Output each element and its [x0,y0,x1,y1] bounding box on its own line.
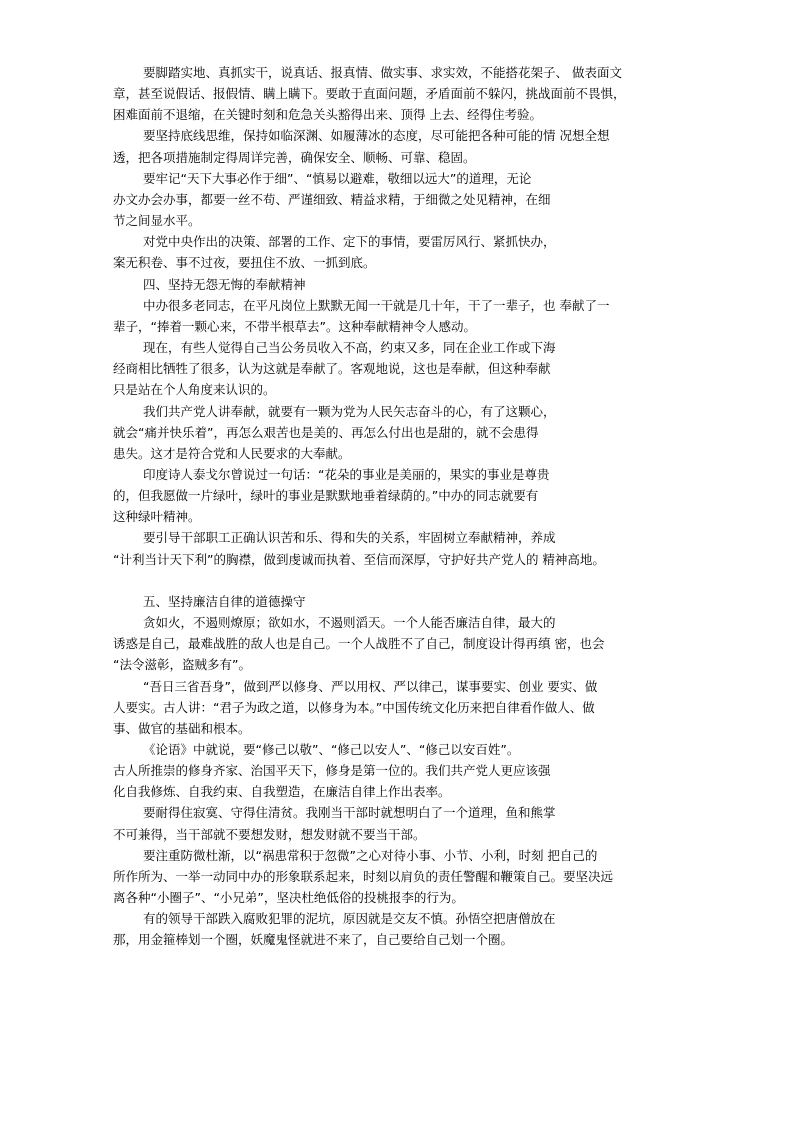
text-line: 印度诗人泰戈尔曾说过一句话：“花朵的事业是美丽的，果实的事业是尊贵 [143,466,550,482]
text-line: 案无积卷、事不过夜，要扭住不放、一抓到底。 [113,255,376,271]
text-line: 古人所推崇的修身齐家、治国平天下，修身是第一位的。我们共产党人更应该强 [113,763,551,779]
text-line: 患失。这才是符合党和人民要求的大奉献。 [113,445,351,461]
text-line [113,570,713,591]
document-page [113,62,713,951]
text-line: 就会“痛并快乐着”，再怎么艰苦也是美的、再怎么付出也是甜的，就不会患得 [113,424,539,440]
section-heading: 五、坚持廉洁自律的道德操守 [143,593,306,609]
text-line: 办文办会办事，都要一丝不苟、严谨细致、精益求精，于细微之处见精神，在细 [113,191,551,207]
text-line: 要引导干部职工正确认识苦和乐、得和失的关系，牢固树立奉献精神，养成 [143,530,556,546]
text-line: 中办很多老同志，在平凡岗位上默默无闻一干就是几十年，干了一辈子，也 奉献了一 [143,297,610,313]
text-line: 所作所为、一举一动同中办的形象联系起来，时刻以肩负的责任警醒和鞭策自己。要坚决远 [113,868,614,884]
text-line: 那，用金箍棒划一个圈，妖魔鬼怪就进不来了，自己要给自己划一个圈。 [113,932,514,948]
text-line: 章，甚至说假话、报假情、瞒上瞒下。要敢于直面问题，矛盾面前不躲闪，挑战面前不畏惧， [113,86,626,102]
text-line: “吾日三省吾身”，做到严以修身、严以用权、严以律己，谋事要实、创业 要实、做 [143,678,598,694]
text-line: 要脚踏实地、真抓实干，说真话、报真情、做实事、求实效，不能搭花架子、 做表面文 [143,65,622,80]
text-line: 贪如火，不遏则燎原；欲如水，不遏则滔天。一个人能否廉洁自律，最大的 [143,615,556,631]
text-line: 要耐得住寂寞、守得住清贫。我刚当干部时就想明白了一个道理，鱼和熊掌 [143,805,556,821]
text-line: 《论语》中就说，要“修己以敬”、“修己以安人”、“修己以安百姓”。 [143,742,520,757]
text-line: 事、做官的基础和根本。 [113,720,251,736]
text-line: 辈子，“捧着一颗心来，不带半根草去”。这种奉献精神令人感动。 [113,318,476,334]
text-line: 对党中央作出的决策、部署的工作、定下的事情，要雷厉风行、紧抓快办， [143,234,556,250]
text-line: 化自我修炼、自我约束、自我塑造，在廉洁自律上作出表率。 [113,784,451,800]
text-line: 透，把各项措施制定得周详完善，确保安全、顺畅、可靠、稳固。 [113,149,476,165]
text-line: 这种绿叶精神。 [113,509,201,525]
text-line: 要牢记“天下大事必作于细”、“慎易以避难，敬细以远大”的道理，无论 [143,170,532,186]
text-line: 不可兼得，当干部就不要想发财，想发财就不要当干部。 [113,826,426,842]
text-line: 的，但我愿做一片绿叶，绿叶的事业是默默地垂着绿荫的。”中办的同志就要有 [113,488,539,504]
text-line: 节之间显水平。 [113,213,201,229]
section-heading: 四、坚持无怨无悔的奉献精神 [143,276,306,292]
text-line: 要坚持底线思维，保持如临深渊、如履薄冰的态度，尽可能把各种可能的情 况想全想 [143,128,610,144]
text-line: 经商相比牺牲了很多，认为这就是奉献了。客观地说，这也是奉献，但这种奉献 [113,361,551,377]
text-line: “计利当计天下利”的胸襟，做到虔诚而执着、至信而深厚，守护好共产党人的 精神高地。 [113,551,605,567]
text-line: 只是站在个人角度来认识的。 [113,382,276,398]
text-line: 有的领导干部跌入腐败犯罪的泥坑，原因就是交友不慎。孙悟空把唐僧放在 [143,911,556,927]
text-line: 我们共产党人讲奉献，就要有一颗为党为人民矢志奋斗的心，有了这颗心， [143,403,556,419]
text-line: 要注重防微杜渐，以“祸患常积于忽微”之心对待小事、小节、小利，时刻 把自己的 [143,847,598,863]
text-line: 人要实。古人讲：“君子为政之道，以修身为本。”中国传统文化历来把自律看作做人、做 [113,699,595,715]
text-line: 离各种“小圈子”、“小兄弟”，坚决杜绝低俗的投桃报李的行为。 [113,890,464,906]
text-line: 诱惑是自己，最难战胜的敌人也是自己。一个人战胜不了自己，制度设计得再缜 密，也会 [113,636,605,652]
text-line: “法令滋彰，盗贼多有”。 [113,657,251,673]
text-line: 现在，有些人觉得自己当公务员收入不高，约束又多，同在企业工作或下海 [143,340,556,356]
text-line: 困难面前不退缩，在关键时刻和危急关头豁得出来、顶得 上去、经得住考验。 [113,107,542,123]
